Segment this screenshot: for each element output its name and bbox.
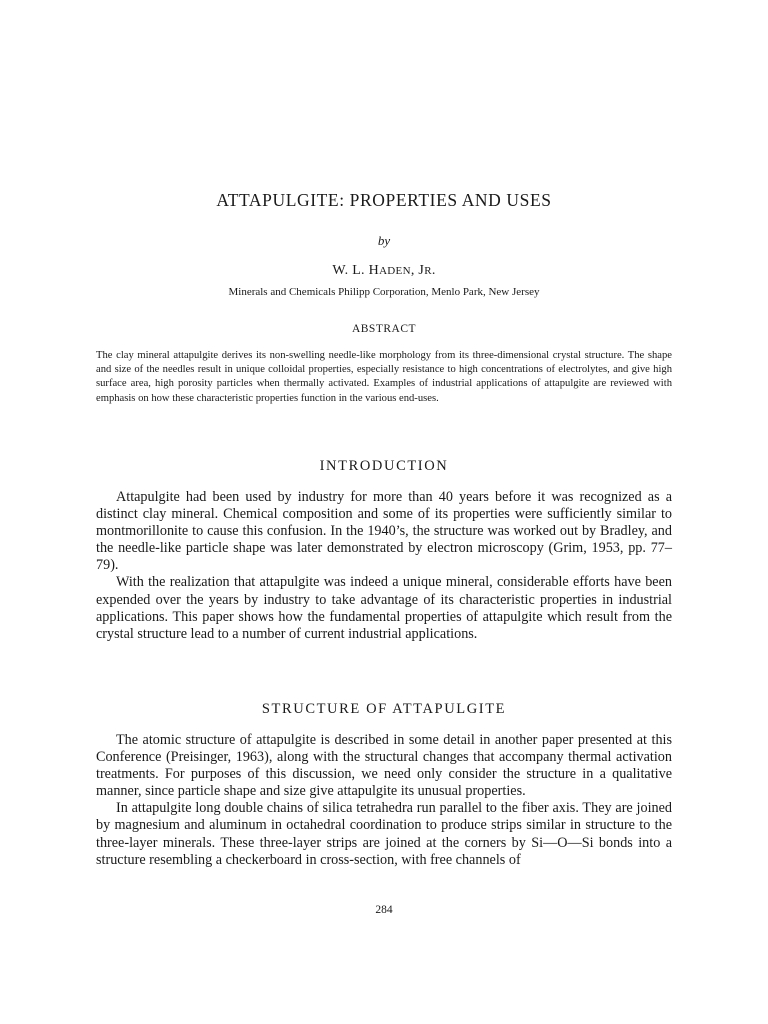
paper-title: ATTAPULGITE: PROPERTIES AND USES: [216, 190, 552, 210]
abstract-heading: ABSTRACT: [351, 323, 417, 335]
structure-body: [96, 732, 672, 869]
paragraph: Attapulgite had been used by industry for more than 40 years before it was recognized as a distinct clay mineral. Chemical composition and some of its properties were sufficiently similar to montmorillonite to cause this confusion. In the 1940’s, the structure was worked out by Bradley, and the needle-like particle shape was later demonstrated by electron microscopy (Grim, 1953, pp. 77–79).: [96, 489, 672, 574]
section-heading-structure: STRUCTURE OF ATTAPULGITE: [261, 701, 507, 717]
abstract-text: The clay mineral attapulgite derives its non-swelling needle-like morphology from its three-dimensional crystal structure. The shape and size of the needles result in unique colloidal properties, especially resistance to high concentrations of electrolytes, and give high surface area, high porosity particles when thermally activated. Examples of industrial applications of attapulgite are reviewed with emphasis on how these characteristic properties function in the various end-uses.: [96, 350, 672, 404]
paragraph: With the realization that attapulgite was indeed a unique mineral, considerable efforts have been expended over the years by industry to take advantage of its characteristic properties in industrial applications. This paper shows how the fundamental properties of attapulgite which result from the crystal structure lead to a number of current industrial applications.: [96, 574, 672, 642]
page-number: 284: [375, 904, 393, 916]
paragraph: In attapulgite long double chains of silica tetrahedra run parallel to the fiber axis. They are joined by magnesium and aluminum in octahedral coordination to produce strips similar in structure to the three-layer minerals. These three-layer strips are joined at the corners by Si—O—Si bonds into a structure resembling a checkerboard in cross-section, with free channels of: [96, 800, 672, 868]
paragraph: The atomic structure of attapulgite is described in some detail in another paper presented at this Conference (Preisinger, 1963), along with the structural changes that accompany thermal activation treatments. For purposes of this discussion, we need only consider the structure in a qualitative manner, since particle shape and size give attapulgite its unusual properties.: [96, 732, 672, 800]
paper-page: [96, 0, 672, 1024]
introduction-body: [96, 489, 672, 643]
author-name: W. L. HADEN, JR.: [332, 263, 436, 278]
section-heading-introduction: INTRODUCTION: [319, 458, 449, 474]
byline-by: by: [377, 233, 391, 248]
author-affiliation: Minerals and Chemicals Philipp Corporation, Menlo Park, New Jersey: [228, 286, 540, 298]
